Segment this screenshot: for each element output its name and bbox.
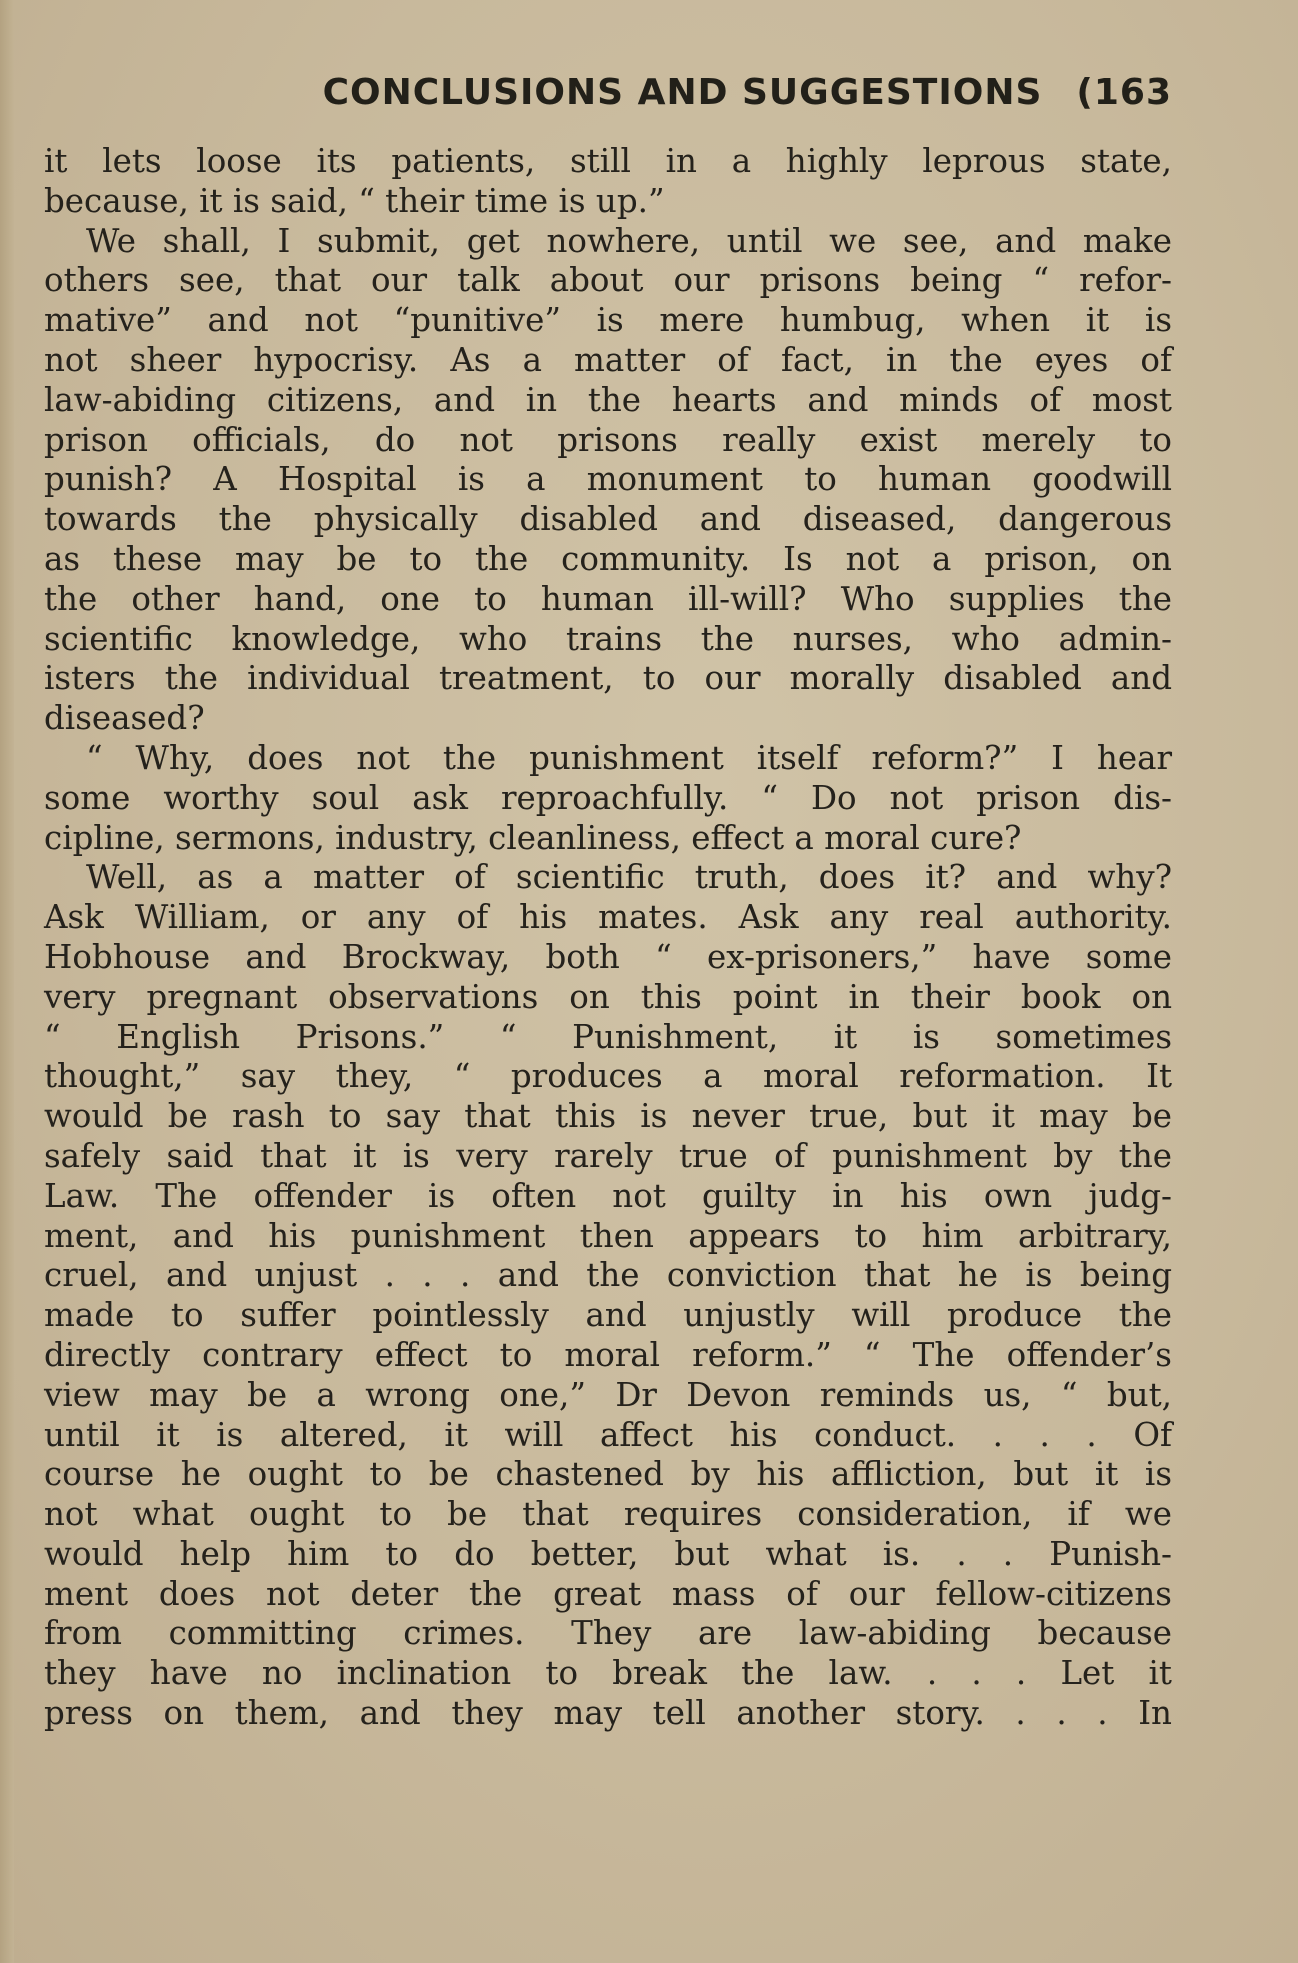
- text-line: from committing crimes. They are law-abiding because: [44, 1614, 1172, 1653]
- text-line: made to suffer pointlessly and unjustly will produce the: [44, 1296, 1172, 1335]
- text-line: some worthy soul ask reproachfully. “ Do not prison dis-: [44, 778, 1172, 817]
- text-line: ment does not deter the great mass of our fellow-citizens: [44, 1574, 1172, 1613]
- text-line: mative” and not “punitive” is mere humbug, when it is: [44, 301, 1172, 340]
- page-gutter-shadow: [0, 0, 14, 1963]
- page-number: (163: [1076, 72, 1172, 113]
- text-line: directly contrary effect to moral reform.” “ The offender’s: [44, 1335, 1172, 1374]
- text-line: the other hand, one to human ill-will? Who supplies the: [44, 579, 1172, 618]
- text-line: diseased?: [44, 699, 205, 738]
- text-line: Law. The offender is often not guilty in his own judg-: [44, 1176, 1172, 1215]
- text-line: not sheer hypocrisy. As a matter of fact, in the eyes of: [44, 340, 1172, 379]
- text-line: ment, and his punishment then appears to him arbitrary,: [44, 1216, 1172, 1255]
- text-line: would be rash to say that this is never true, but it may be: [44, 1097, 1172, 1136]
- running-head: [0, 72, 1172, 113]
- text-line: cruel, and unjust . . . and the conviction that he is being: [44, 1256, 1172, 1295]
- text-line: law-abiding citizens, and in the hearts and minds of most: [44, 380, 1172, 419]
- text-line: Hobhouse and Brockway, both “ ex-prisoners,” have some: [44, 937, 1172, 976]
- text-line: press on them, and they may tell another story. . . . In: [44, 1694, 1172, 1733]
- text-line: We shall, I submit, get nowhere, until we see, and make: [86, 221, 1172, 260]
- text-line: cipline, sermons, industry, cleanliness, effect a moral cure?: [44, 818, 1022, 857]
- text-line: punish? A Hospital is a monument to human goodwill: [44, 460, 1172, 499]
- text-line: others see, that our talk about our prisons being “ refor-: [44, 261, 1172, 300]
- text-line: scientific knowledge, who trains the nurses, who admin-: [44, 619, 1172, 658]
- text-line: view may be a wrong one,” Dr Devon reminds us, “ but,: [44, 1375, 1172, 1414]
- text-line: very pregnant observations on this point in their book on: [44, 977, 1172, 1016]
- text-line: prison officials, do not prisons really exist merely to: [44, 420, 1172, 459]
- text-line: not what ought to be that requires consideration, if we: [44, 1495, 1172, 1534]
- text-line: course he ought to be chastened by his affliction, but it is: [44, 1455, 1172, 1494]
- text-line: Ask William, or any of his mates. Ask any real authority.: [44, 898, 1172, 937]
- text-line: “ English Prisons.” “ Punishment, it is sometimes: [44, 1017, 1172, 1056]
- running-head-title: CONCLUSIONS AND SUGGESTIONS: [322, 72, 1043, 113]
- text-line: would help him to do better, but what is. . . Punish-: [44, 1534, 1172, 1573]
- text-line: “ Why, does not the punishment itself reform?” I hear: [86, 738, 1172, 777]
- text-line: because, it is said, “ their time is up.”: [44, 181, 665, 220]
- text-line: safely said that it is very rarely true of punishment by the: [44, 1136, 1172, 1175]
- text-line: towards the physically disabled and diseased, dangerous: [44, 500, 1172, 539]
- text-line: until it is altered, it will affect his conduct. . . . Of: [44, 1415, 1172, 1454]
- text-line: it lets loose its patients, still in a highly leprous state,: [44, 142, 1172, 180]
- text-line: isters the individual treatment, to our morally disabled and: [44, 659, 1172, 698]
- body-text: [44, 142, 1172, 1734]
- text-line: as these may be to the community. Is not a prison, on: [44, 539, 1172, 578]
- text-line: Well, as a matter of scientific truth, does it? and why?: [86, 858, 1172, 897]
- text-line: they have no inclination to break the law. . . . Let it: [44, 1654, 1172, 1693]
- text-line: thought,” say they, “ produces a moral reformation. It: [44, 1057, 1172, 1096]
